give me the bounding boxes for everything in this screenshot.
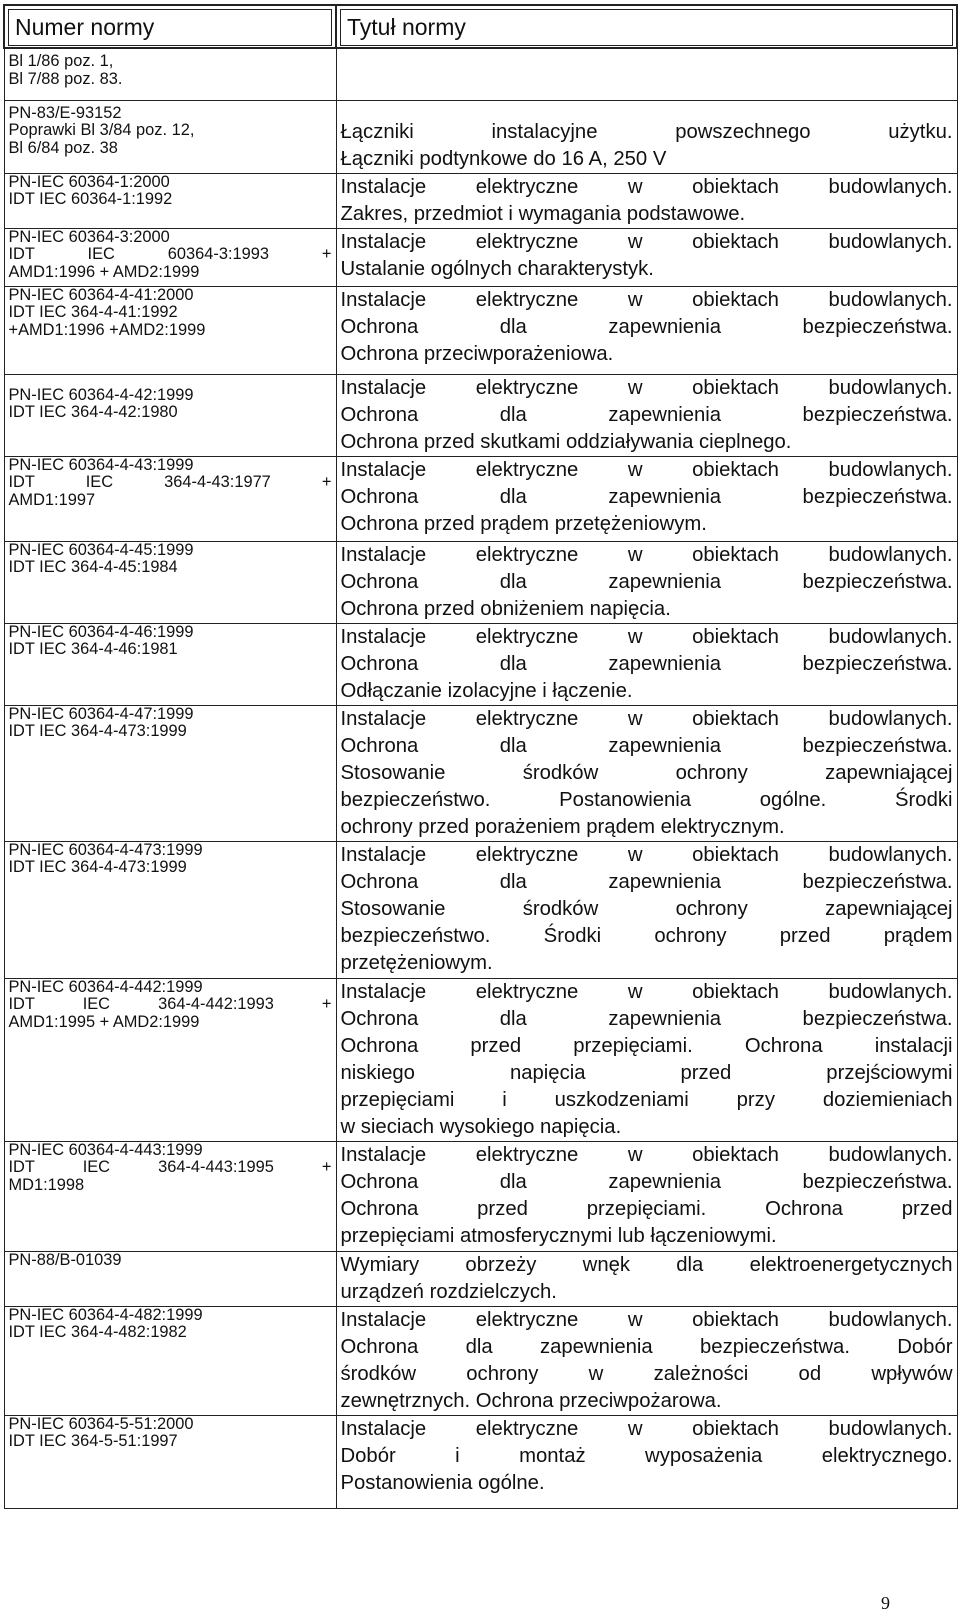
standard-title-cell	[336, 48, 957, 100]
standard-title-line: Stosowanie środków ochrony zapewniającej	[340, 897, 953, 920]
standard-title-line: niskiego napięcia przed przejściowymi	[340, 1061, 953, 1084]
standard-number-line: PN-IEC 60364-4-47:1999	[8, 704, 194, 723]
standard-title-line: Instalacje elektryczne w obiektach budowlanych.	[340, 543, 953, 566]
standard-title-line: Ochrona przed prądem przetężeniowym.	[340, 512, 707, 535]
standard-title-cell	[336, 228, 957, 286]
standard-number-cell	[4, 1415, 336, 1508]
standard-number-line: PN-IEC 60364-4-482:1999	[8, 1305, 203, 1324]
standard-title-line: Łączniki instalacyjne powszechnego użytku.	[340, 120, 953, 143]
table-row	[4, 286, 957, 374]
standard-number-line: PN-IEC 60364-4-46:1999	[8, 622, 194, 641]
standard-title-line: Ochrona przed obniżeniem napięcia.	[340, 597, 671, 620]
table-header-row	[4, 5, 957, 48]
standard-title-line: Dobór i montaż wyposażenia elektrycznego.	[340, 1444, 953, 1467]
standard-title-line: Ochrona dla zapewnienia bezpieczeństwa.	[340, 485, 953, 508]
table-row	[4, 173, 957, 228]
standard-title-line: Instalacje elektryczne w obiektach budowlanych.	[340, 288, 953, 311]
standard-number-line: PN-IEC 60364-1:2000	[8, 172, 170, 191]
column-header-number-label: Numer normy	[8, 9, 332, 46]
standard-title-line: Łączniki podtynkowe do 16 A, 250 V	[340, 147, 667, 170]
standard-number-cell	[4, 456, 336, 541]
standard-number-line: IDT IEC 364-4-46:1981	[8, 640, 178, 658]
standard-number-line: Bl 1/86 poz. 1,	[8, 52, 114, 70]
table-row	[4, 623, 957, 705]
standard-title-line: środków ochrony w zależności od wpływów	[340, 1362, 953, 1385]
standard-title-line: Wymiary obrzeży wnęk dla elektroenergetycznych	[340, 1253, 953, 1276]
standard-number-line: PN-88/B-01039	[8, 1250, 122, 1269]
standard-number-cell	[4, 48, 336, 100]
standard-number-cell	[4, 1306, 336, 1415]
standard-number-cell	[4, 1141, 336, 1251]
standard-number-line: PN-IEC 60364-4-473:1999	[8, 840, 203, 859]
standard-number-line: IDT IEC 364-4-442:1993 +	[8, 995, 332, 1013]
standard-number-line: IDT IEC 364-5-51:1997	[8, 1432, 178, 1450]
standard-title-line: Instalacje elektryczne w obiektach budowlanych.	[340, 458, 953, 481]
standard-number-line: IDT IEC 364-4-42:1980	[8, 403, 178, 421]
standard-number-cell	[4, 228, 336, 286]
standard-title-cell	[336, 173, 957, 228]
standard-number-cell	[4, 1251, 336, 1306]
standard-title-cell	[336, 286, 957, 374]
standard-number-cell	[4, 623, 336, 705]
table-row	[4, 1306, 957, 1415]
standard-title-cell	[336, 623, 957, 705]
standard-number-line: PN-83/E-93152	[8, 103, 122, 122]
standards-table	[3, 4, 958, 1509]
standard-number-line: PN-IEC 60364-3:2000	[8, 227, 170, 246]
standard-title-line: Ochrona dla zapewnienia bezpieczeństwa.	[340, 734, 953, 757]
table-row	[4, 456, 957, 541]
table-row	[4, 48, 957, 100]
standard-title-line: Ochrona dla zapewnienia bezpieczeństwa.	[340, 1170, 953, 1193]
column-header-title	[336, 5, 957, 48]
standard-title-line: Odłączanie izolacyjne i łączenie.	[340, 679, 633, 702]
standard-title-line: Ochrona dla zapewnienia bezpieczeństwa.	[340, 1007, 953, 1030]
standard-number-line: IDT IEC 364-4-473:1999	[8, 858, 187, 876]
standard-number-line: PN-IEC 60364-4-443:1999	[8, 1140, 203, 1159]
standard-number-line: PN-IEC 60364-4-42:1999	[8, 385, 194, 404]
standard-title-line: ochrony przed porażeniem prądem elektrycznym.	[340, 815, 785, 838]
table-row	[4, 978, 957, 1141]
table-row	[4, 1251, 957, 1306]
standard-number-line: IDT IEC 364-4-482:1982	[8, 1323, 187, 1341]
standard-title-line: Stosowanie środków ochrony zapewniającej	[340, 761, 953, 784]
standard-title-line: Instalacje elektryczne w obiektach budowlanych.	[340, 625, 953, 648]
standard-number-line: PN-IEC 60364-4-41:2000	[8, 285, 194, 304]
standard-title-line: Ochrona dla zapewnienia bezpieczeństwa.	[340, 315, 953, 338]
standard-title-cell	[336, 456, 957, 541]
standard-title-line: Ochrona dla zapewnienia bezpieczeństwa. Dobór	[340, 1335, 953, 1358]
standard-title-line: urządzeń rozdzielczych.	[340, 1280, 557, 1303]
standard-number-line: PN-IEC 60364-5-51:2000	[8, 1414, 194, 1433]
standard-title-cell	[336, 1251, 957, 1306]
standard-number-line: AMD1:1997	[8, 490, 96, 509]
standard-title-cell	[336, 978, 957, 1141]
table-row	[4, 1415, 957, 1508]
standard-title-cell	[336, 1415, 957, 1508]
standard-title-cell	[336, 705, 957, 841]
table-body	[4, 48, 957, 1508]
standard-number-line: IDT IEC 60364-1:1992	[8, 190, 173, 208]
standard-title-line: Ochrona dla zapewnienia bezpieczeństwa.	[340, 652, 953, 675]
standard-title-line: Zakres, przedmiot i wymagania podstawowe.	[340, 202, 746, 225]
column-header-number	[4, 5, 336, 48]
standard-title-line: Ochrona przed skutkami oddziaływania cieplnego.	[340, 430, 792, 453]
standard-number-line: IDT IEC 364-4-43:1977 +	[8, 473, 332, 491]
standard-title-line: bezpieczeństwo. Postanowienia ogólne. Środki	[340, 788, 953, 811]
column-header-title-label: Tytuł normy	[340, 9, 953, 46]
standard-number-line: Poprawki Bl 3/84 poz. 12,	[8, 121, 195, 139]
standard-title-cell	[336, 100, 957, 173]
standard-title-line: zewnętrznych. Ochrona przeciwpożarowa.	[340, 1389, 722, 1412]
standard-title-line: Ochrona dla zapewnienia bezpieczeństwa.	[340, 403, 953, 426]
standard-title-line: Ustalanie ogólnych charakterystyk.	[340, 257, 654, 280]
standard-title-line: przepięciami atmosferycznymi lub łączeniowymi.	[340, 1224, 777, 1247]
standard-title-line: Instalacje elektryczne w obiektach budowlanych.	[340, 175, 953, 198]
standard-title-line: Instalacje elektryczne w obiektach budowlanych.	[340, 376, 953, 399]
standard-number-cell	[4, 100, 336, 173]
standard-number-line: Bl 6/84 poz. 38	[8, 138, 118, 157]
standard-title-line: Ochrona przed przepięciami. Ochrona instalacji	[340, 1034, 953, 1057]
standard-number-line: PN-IEC 60364-4-45:1999	[8, 540, 194, 559]
standard-number-line: AMD1:1995 + AMD2:1999	[8, 1012, 200, 1031]
standard-number-line: PN-IEC 60364-4-442:1999	[8, 977, 203, 996]
standard-title-line: bezpieczeństwo. Środki ochrony przed prądem	[340, 924, 953, 947]
standard-title-line: Instalacje elektryczne w obiektach budowlanych.	[340, 1143, 953, 1166]
standard-title-line: Instalacje elektryczne w obiektach budowlanych.	[340, 230, 953, 253]
standard-number-line: MD1:1998	[8, 1175, 85, 1194]
standard-title-line: Postanowienia ogólne.	[340, 1471, 545, 1494]
standard-title-line: Ochrona przeciwporażeniowa.	[340, 342, 614, 365]
standard-title-line: Instalacje elektryczne w obiektach budowlanych.	[340, 843, 953, 866]
table-row	[4, 841, 957, 978]
standard-title-line: w sieciach wysokiego napięcia.	[340, 1115, 622, 1138]
standard-title-line: Ochrona dla zapewnienia bezpieczeństwa.	[340, 870, 953, 893]
standard-title-line: przetężeniowym.	[340, 951, 493, 974]
standard-number-cell	[4, 541, 336, 623]
table-row	[4, 228, 957, 286]
standard-number-line: Bl 7/88 poz. 83.	[8, 69, 123, 88]
standard-number-line: IDT IEC 364-4-41:1992	[8, 303, 178, 321]
standard-number-line: PN-IEC 60364-4-43:1999	[8, 455, 194, 474]
standard-title-line: Ochrona przed przepięciami. Ochrona przed	[340, 1197, 953, 1220]
standard-number-cell	[4, 841, 336, 978]
table-row	[4, 374, 957, 456]
standard-title-line: Instalacje elektryczne w obiektach budowlanych.	[340, 707, 953, 730]
standard-title-line: Instalacje elektryczne w obiektach budowlanych.	[340, 980, 953, 1003]
standard-number-line: AMD1:1996 + AMD2:1999	[8, 262, 200, 281]
table-row	[4, 705, 957, 841]
standard-number-line: IDT IEC 364-4-45:1984	[8, 558, 178, 576]
table-row	[4, 100, 957, 173]
standard-number-cell	[4, 978, 336, 1141]
standard-number-cell	[4, 705, 336, 841]
standard-number-line: IDT IEC 364-4-443:1995 +	[8, 1158, 332, 1176]
standard-number-line: +AMD1:1996 +AMD2:1999	[8, 320, 206, 339]
standard-title-cell	[336, 1141, 957, 1251]
standard-title-cell	[336, 1306, 957, 1415]
standard-number-cell	[4, 286, 336, 374]
standard-title-line: przepięciami i uszkodzeniami przy doziemieniach	[340, 1088, 953, 1111]
standard-title-cell	[336, 841, 957, 978]
standard-title-cell	[336, 374, 957, 456]
table-row	[4, 541, 957, 623]
page-number: 9	[881, 1593, 890, 1613]
standard-title-line: Ochrona dla zapewnienia bezpieczeństwa.	[340, 570, 953, 593]
standard-number-line: IDT IEC 364-4-473:1999	[8, 722, 187, 740]
standard-title-line: Instalacje elektryczne w obiektach budowlanych.	[340, 1308, 953, 1331]
standard-number-cell	[4, 173, 336, 228]
standard-number-line: IDT IEC 60364-3:1993 +	[8, 245, 332, 263]
table-row	[4, 1141, 957, 1251]
standard-title-line: Instalacje elektryczne w obiektach budowlanych.	[340, 1417, 953, 1440]
standard-number-cell	[4, 374, 336, 456]
standard-title-cell	[336, 541, 957, 623]
